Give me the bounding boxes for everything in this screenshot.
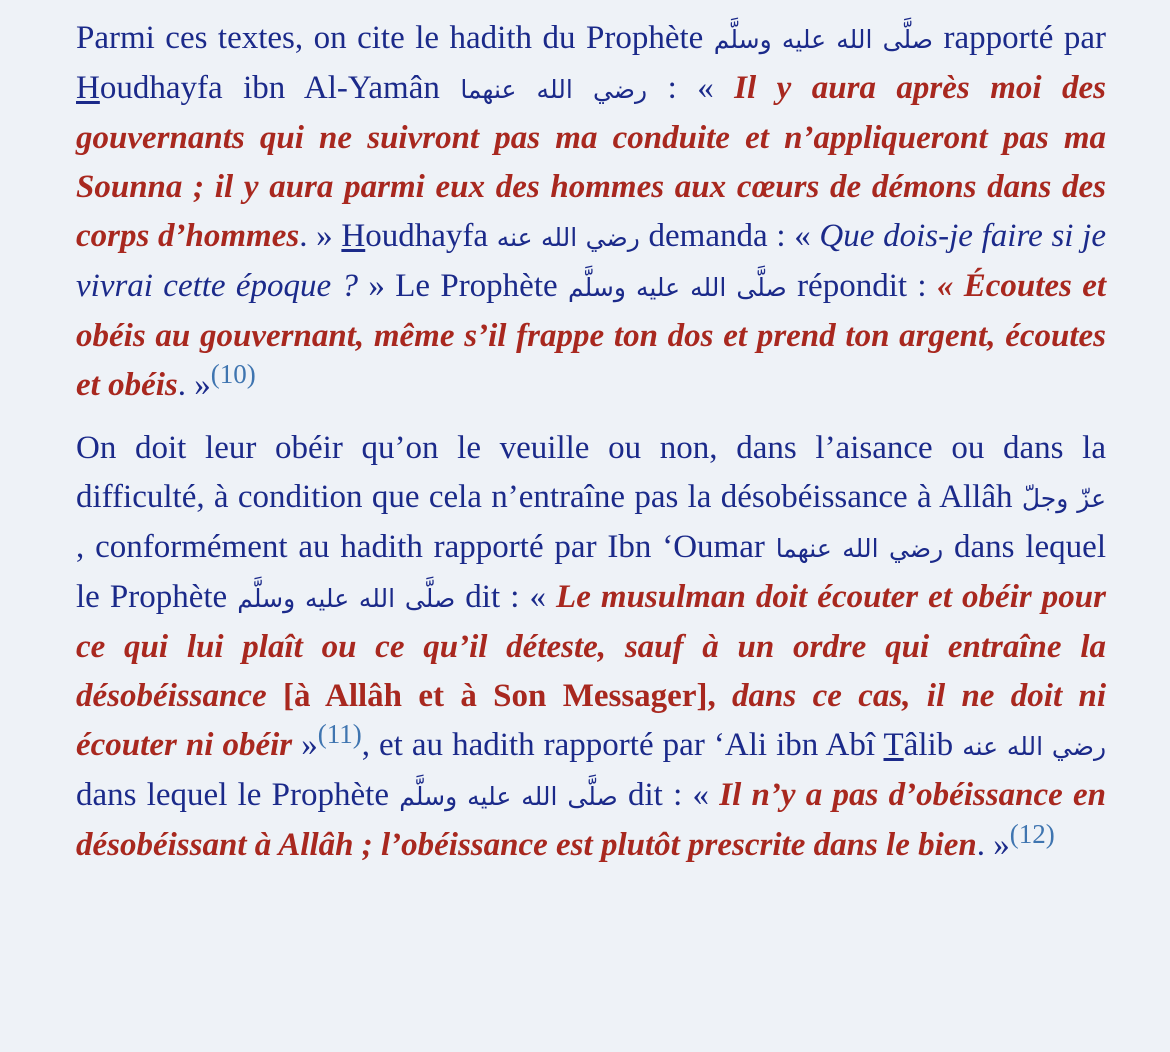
text: rapporté par: [932, 20, 1107, 56]
arabic-eulogy: صلَّى الله عليه وسلَّم: [567, 273, 787, 302]
footnote-reference[interactable]: (10): [210, 359, 256, 389]
text: répondit :: [786, 268, 937, 304]
text: dit : «: [617, 777, 720, 813]
transliteration-initial: H: [76, 70, 100, 106]
transliteration-initial: T: [883, 727, 904, 763]
footnote-reference[interactable]: (11): [317, 719, 362, 749]
hadith-quote: « Écoutes et obéis au gouvernant, même s’il frappe ton dos et prend ton argent, écoutes et obéis: [76, 268, 1107, 403]
arabic-eulogy: رضي الله عنهما: [775, 534, 944, 563]
text: dans lequel le Prophète: [76, 777, 400, 813]
text: . »: [299, 218, 342, 254]
arabic-eulogy: رضي الله عنه: [496, 223, 640, 252]
text: , et au hadith rapporté par ‘Ali ibn Abî: [361, 727, 884, 763]
arabic-eulogy: عزّ وجلّ: [1021, 484, 1106, 513]
text: âlib: [903, 727, 963, 763]
hadith-quote: Il n’y a pas d’obéissance en désobéissant à Allâh ; l’obéissance est plutôt prescrite dans le bien: [76, 777, 1106, 863]
text: . »: [976, 827, 1010, 863]
text: demanda : «: [639, 218, 820, 254]
arabic-eulogy: صلَّى الله عليه وسلَّم: [399, 782, 618, 811]
text: On doit leur obéir qu’on le veuille ou non, dans l’aisance ou dans la difficulté, à condition que cela n’entraîne pas la désobéissance à Allâh: [76, 430, 1106, 515]
text: » Le Prophète: [358, 268, 568, 304]
text: »: [292, 727, 318, 763]
question-quote: Que dois-je faire si je vivrai cette époque ?: [76, 218, 1106, 304]
text: dit : «: [455, 579, 557, 615]
text: : «: [647, 70, 735, 106]
arabic-eulogy: صلَّى الله عليه وسلَّم: [713, 25, 933, 54]
paragraph-1: [76, 14, 1106, 410]
text: Parmi ces textes, on cite le hadith du Prophète: [76, 20, 714, 56]
text: , conformément au hadith rapporté par Ibn ‘Oumar: [76, 529, 776, 565]
footnote-reference[interactable]: (12): [1009, 819, 1055, 849]
text: oudhayfa: [365, 218, 497, 254]
text: oudhayfa ibn Al-Yamân: [99, 70, 461, 106]
transliteration-initial: H: [341, 218, 366, 254]
hadith-insertion: [à Allâh et à Son Messager],: [266, 678, 733, 714]
arabic-eulogy: رضي الله عنه: [962, 732, 1107, 761]
paragraph-2: [76, 424, 1106, 870]
text: . »: [177, 367, 211, 403]
hadith-quote: Le musulman doit écouter et obéir pour ce qui lui plaît ou ce qu’il déteste, sauf à un ordre qui entraîne la désobéissance: [76, 579, 1106, 714]
hadith-quote: dans ce cas, il ne doit ni écouter ni obéir: [76, 678, 1106, 763]
text: dans lequel le Prophète: [76, 529, 1106, 615]
arabic-eulogy: صلَّى الله عليه وسلَّم: [237, 584, 456, 613]
hadith-quote: Il y aura après moi des gouvernants qui ne suivront pas ma conduite et n’appliqueront pas ma Sounna ; il y aura parmi eux des hommes aux cœurs de démons dans des corps d’hommes: [76, 70, 1106, 254]
arabic-eulogy: رضي الله عنهما: [460, 75, 648, 104]
document-page: [76, 14, 1106, 870]
